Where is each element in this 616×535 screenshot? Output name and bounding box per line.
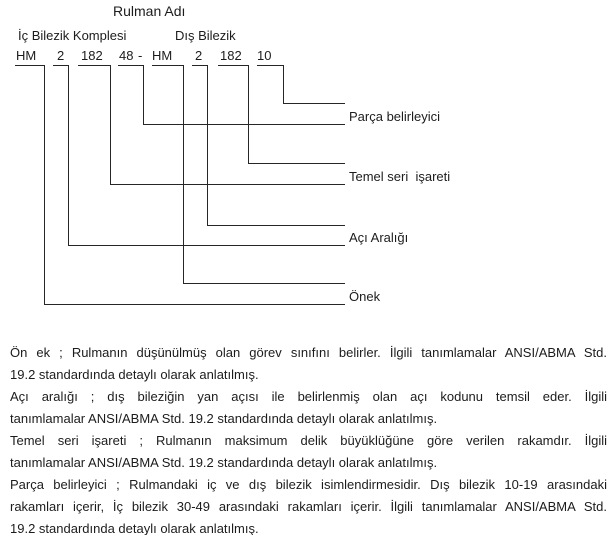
inner-ring-group-label: İç Bilezik Komplesi bbox=[18, 28, 127, 43]
callout-line-series-upper bbox=[248, 163, 345, 164]
callout-line-prefix-upper bbox=[183, 283, 345, 284]
callout-line-part-upper bbox=[283, 103, 345, 104]
drop-line-inner-part bbox=[143, 65, 144, 125]
callout-aci-araligi: Açı Aralığı bbox=[349, 230, 409, 245]
code-inner-angle: 2 bbox=[57, 48, 65, 63]
drop-line-outer-part bbox=[283, 65, 284, 104]
callout-temel-seri-isareti: Temel seri işareti bbox=[349, 169, 451, 184]
body-text-line: Parça belirleyici ; Rulmandaki iç ve dış bilezik isimlendirmesidir. Dış bilezik 10-19 arasındaki bbox=[10, 477, 607, 492]
body-text-line: 19.2 standardında detaylı olarak anlatılmış. bbox=[10, 521, 259, 535]
body-text-line: tanımlamalar ANSI/ABMA Std. 19.2 standardında detaylı olarak anlatılmış. bbox=[10, 411, 438, 426]
diagram-title: Rulman Adı bbox=[113, 3, 186, 19]
body-text-line: Temel seri işareti ; Rulmanın maksimum delik büyüklüğüne göre verilen rakamdır. İlgili bbox=[10, 433, 607, 448]
drop-line-outer-angle bbox=[207, 65, 208, 226]
underline-inner-part bbox=[118, 65, 144, 66]
callout-line-prefix-lower bbox=[44, 304, 345, 305]
underline-outer-angle bbox=[192, 65, 208, 66]
underline-outer-series bbox=[218, 65, 249, 66]
callout-line-angle-upper bbox=[207, 225, 345, 226]
callout-parca-belirleyici: Parça belirleyici bbox=[349, 109, 441, 124]
drop-line-outer-prefix bbox=[183, 65, 184, 284]
body-text-line: Ön ek ; Rulmanın düşünülmüş olan görev sınıfını belirler. İlgili tanımlamalar ANSI/ABMA Std. bbox=[10, 345, 607, 360]
underline-inner-prefix bbox=[15, 65, 45, 66]
code-outer-angle: 2 bbox=[195, 48, 203, 63]
body-text-line: Açı aralığı ; dış bileziğin yan açısı ile belirlenmiş olan açı kodunu temsil eder. İlgili bbox=[10, 389, 607, 404]
body-text-line: tanımlamalar ANSI/ABMA Std. 19.2 standardında detaylı olarak anlatılmış. bbox=[10, 455, 438, 470]
callout-line-part-lower bbox=[143, 124, 345, 125]
code-outer-part: 10 bbox=[257, 48, 272, 63]
drop-line-inner-prefix bbox=[44, 65, 45, 305]
code-inner-part: 48 bbox=[119, 48, 134, 63]
underline-outer-part bbox=[257, 65, 284, 66]
callout-line-series-lower bbox=[110, 184, 345, 185]
code-inner-prefix: HM bbox=[16, 48, 37, 63]
body-text-line: rakamları içerir, İç bilezik 30-49 arasındaki rakamları içerir. İlgili tanımlamalar ANSI/ABMA Std. bbox=[10, 499, 607, 514]
outer-ring-group-label: Dış Bilezik bbox=[175, 28, 236, 43]
code-separator: - bbox=[138, 48, 143, 63]
callout-onek: Önek bbox=[349, 289, 381, 304]
drop-line-outer-series bbox=[248, 65, 249, 164]
drop-line-inner-series bbox=[110, 65, 111, 185]
callout-line-angle-lower bbox=[68, 245, 345, 246]
code-outer-prefix: HM bbox=[152, 48, 173, 63]
code-inner-series: 182 bbox=[81, 48, 103, 63]
underline-outer-prefix bbox=[152, 65, 184, 66]
underline-inner-angle bbox=[53, 65, 69, 66]
code-outer-series: 182 bbox=[220, 48, 242, 63]
body-text-line: 19.2 standardında detaylı olarak anlatılmış. bbox=[10, 367, 259, 382]
underline-inner-series bbox=[78, 65, 111, 66]
drop-line-inner-angle bbox=[68, 65, 69, 246]
body-text bbox=[10, 342, 607, 535]
